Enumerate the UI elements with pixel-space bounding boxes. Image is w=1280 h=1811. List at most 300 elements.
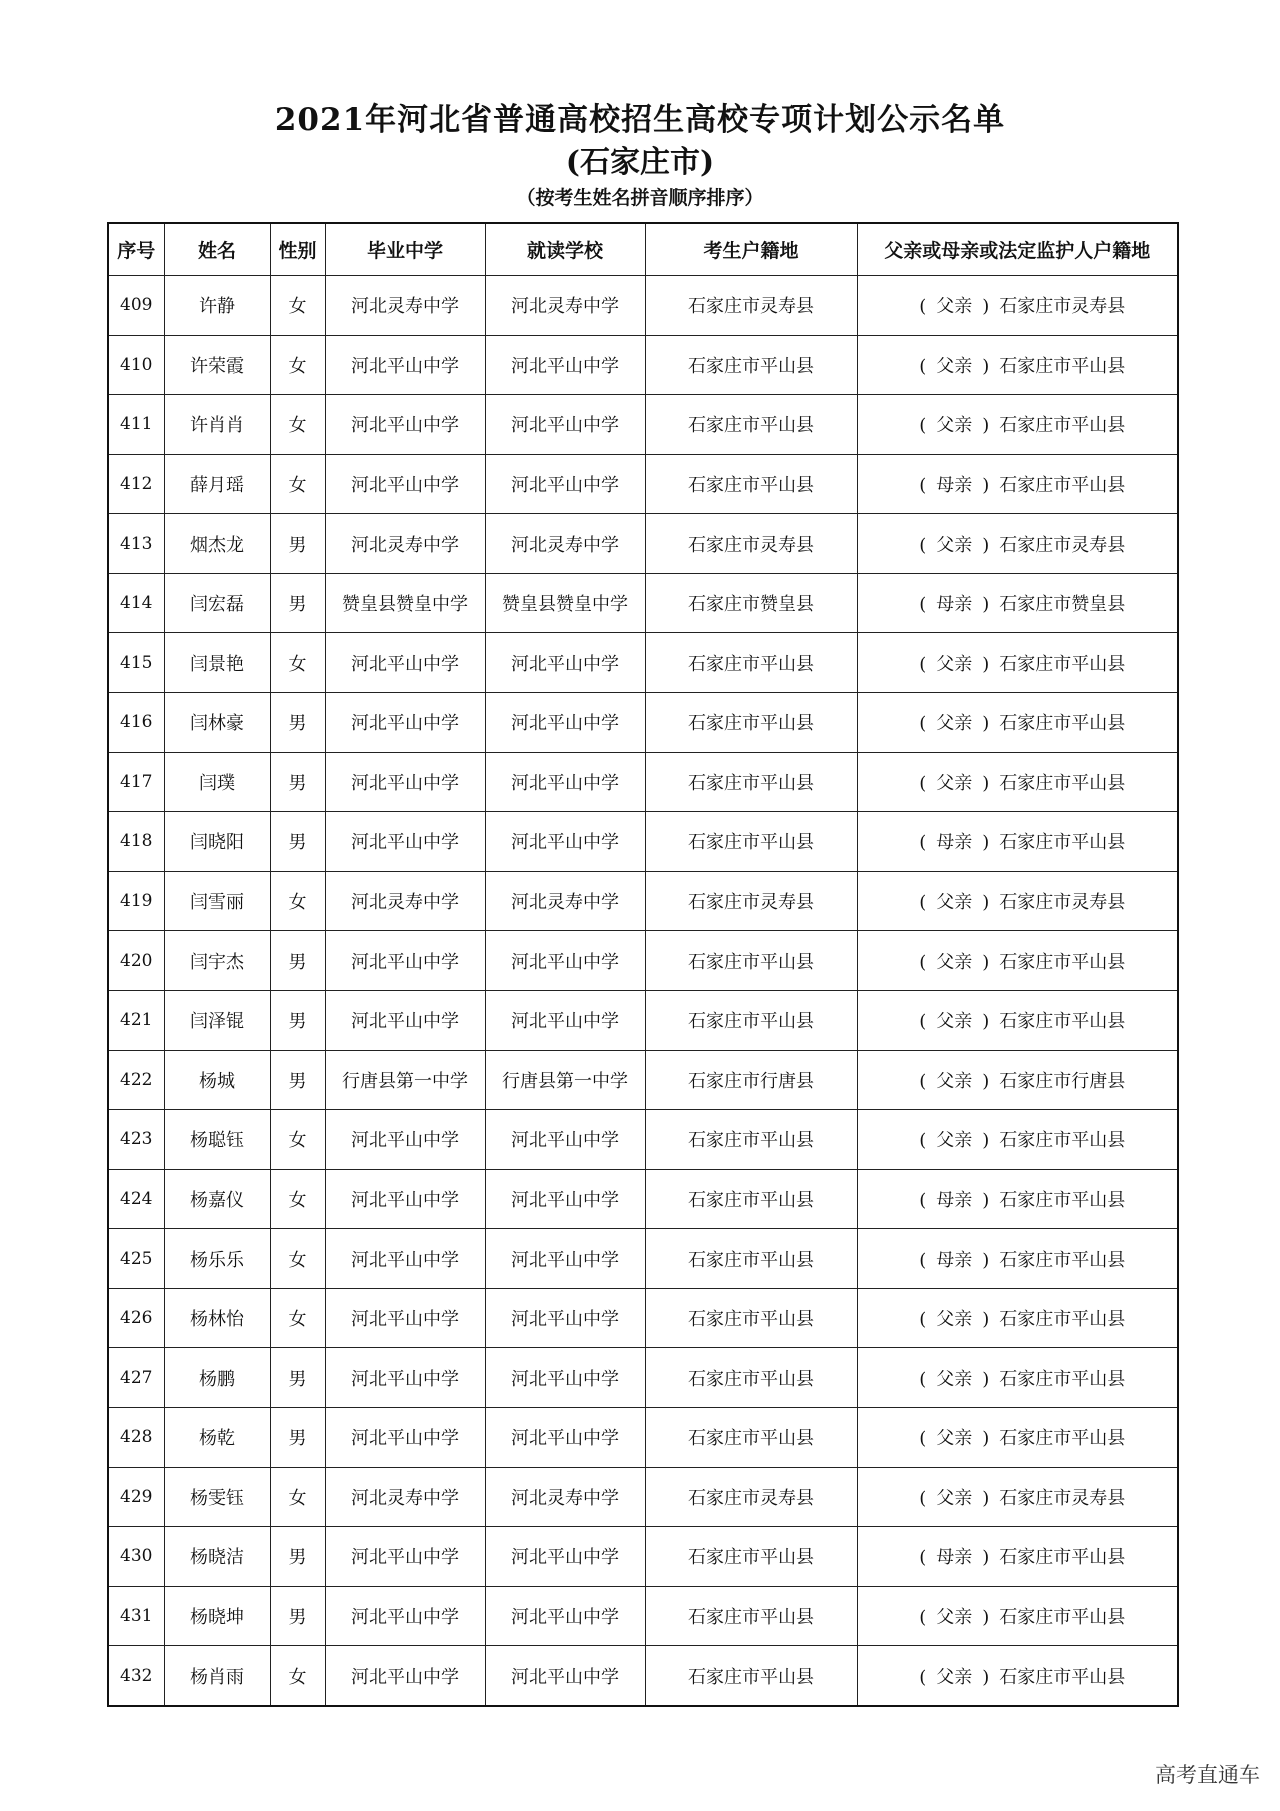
paren-close: ) <box>982 355 990 377</box>
student-name: 闫泽锟 <box>164 990 270 1050</box>
parent-hukou <box>857 1169 1178 1229</box>
student-name: 许荣霞 <box>164 335 270 395</box>
paren-open: ( <box>919 1487 927 1509</box>
student-sex: 男 <box>270 1407 325 1467</box>
parent-place: 石家庄市平山县 <box>999 1607 1126 1628</box>
parent-hukou <box>857 633 1178 693</box>
student-hukou: 石家庄市平山县 <box>645 693 857 753</box>
paren-open: ( <box>919 1189 927 1211</box>
table-row <box>108 1169 1178 1229</box>
student-name: 杨城 <box>164 1050 270 1110</box>
parent-place: 石家庄市平山县 <box>999 1368 1126 1390</box>
table-row <box>108 1050 1178 1110</box>
student-hukou: 石家庄市平山县 <box>645 1586 857 1646</box>
student-sex: 男 <box>270 514 325 574</box>
current-school: 河北平山中学 <box>485 1348 645 1408</box>
student-hukou: 石家庄市平山县 <box>645 990 857 1050</box>
paren-close: ) <box>982 1309 990 1331</box>
parent-relation: 母亲 <box>936 1249 973 1271</box>
student-hukou: 石家庄市平山县 <box>645 633 857 693</box>
graduated-school: 行唐县第一中学 <box>325 1050 485 1110</box>
student-name: 闫林豪 <box>164 693 270 753</box>
student-name: 杨晓坤 <box>164 1586 270 1646</box>
paren-close: ) <box>982 653 990 675</box>
row-number: 431 <box>108 1586 164 1646</box>
header-name: 姓名 <box>164 223 270 276</box>
row-number: 422 <box>108 1050 164 1110</box>
paren-close: ) <box>982 534 990 556</box>
parent-relation: 父亲 <box>936 951 973 973</box>
graduated-school: 河北灵寿中学 <box>325 1467 485 1527</box>
table-row <box>108 693 1178 753</box>
parent-relation: 父亲 <box>936 772 973 794</box>
watermark: 高考直通车 <box>1155 1763 1260 1787</box>
current-school: 河北平山中学 <box>485 1527 645 1587</box>
student-sex: 男 <box>270 990 325 1050</box>
paren-close: ) <box>982 594 990 616</box>
table-row <box>108 931 1178 991</box>
current-school: 河北平山中学 <box>485 1646 645 1706</box>
parent-hukou <box>857 335 1178 395</box>
table-row <box>108 1467 1178 1527</box>
current-school: 河北平山中学 <box>485 693 645 753</box>
table-header-row <box>108 223 1178 276</box>
row-number: 421 <box>108 990 164 1050</box>
paren-open: ( <box>919 1547 927 1569</box>
parent-relation: 父亲 <box>936 653 973 675</box>
current-school: 河北平山中学 <box>485 1229 645 1289</box>
student-sex: 女 <box>270 871 325 931</box>
row-number: 412 <box>108 454 164 514</box>
table-row <box>108 633 1178 693</box>
student-sex: 女 <box>270 276 325 336</box>
parent-place: 石家庄市平山县 <box>999 1428 1126 1450</box>
current-school: 河北平山中学 <box>485 1169 645 1229</box>
parent-hukou <box>857 752 1178 812</box>
graduated-school: 河北平山中学 <box>325 1348 485 1408</box>
table-row <box>108 871 1178 931</box>
paren-open: ( <box>919 1607 927 1628</box>
header-student-hukou: 考生户籍地 <box>645 223 857 276</box>
graduated-school: 河北平山中学 <box>325 990 485 1050</box>
paren-open: ( <box>919 415 927 437</box>
student-hukou: 石家庄市行唐县 <box>645 1050 857 1110</box>
current-school: 河北灵寿中学 <box>485 276 645 336</box>
parent-relation: 母亲 <box>936 832 973 854</box>
student-hukou: 石家庄市平山县 <box>645 1407 857 1467</box>
student-hukou: 石家庄市平山县 <box>645 931 857 991</box>
table-row <box>108 573 1178 633</box>
graduated-school: 河北平山中学 <box>325 1110 485 1170</box>
parent-place: 石家庄市行唐县 <box>999 1070 1126 1092</box>
graduated-school: 河北平山中学 <box>325 1169 485 1229</box>
parent-place: 石家庄市灵寿县 <box>999 1487 1126 1509</box>
paren-open: ( <box>919 1249 927 1271</box>
parent-hukou <box>857 1407 1178 1467</box>
paren-close: ) <box>982 1130 990 1152</box>
parent-place: 石家庄市平山县 <box>999 1011 1126 1033</box>
student-hukou: 石家庄市灵寿县 <box>645 514 857 574</box>
student-name: 杨鹏 <box>164 1348 270 1408</box>
parent-place: 石家庄市平山县 <box>999 653 1126 675</box>
row-number: 419 <box>108 871 164 931</box>
paren-close: ) <box>982 951 990 973</box>
parent-hukou <box>857 990 1178 1050</box>
parent-relation: 父亲 <box>936 534 973 556</box>
table-row <box>108 1110 1178 1170</box>
parent-place: 石家庄市平山县 <box>999 951 1126 973</box>
parent-relation: 父亲 <box>936 415 973 437</box>
parent-hukou <box>857 812 1178 872</box>
student-sex: 男 <box>270 1348 325 1408</box>
student-name: 杨乐乐 <box>164 1229 270 1289</box>
table-row <box>108 1527 1178 1587</box>
parent-relation: 父亲 <box>936 296 973 318</box>
table-row <box>108 454 1178 514</box>
parent-hukou <box>857 1467 1178 1527</box>
graduated-school: 河北平山中学 <box>325 1646 485 1706</box>
graduated-school: 河北平山中学 <box>325 633 485 693</box>
paren-close: ) <box>982 1368 990 1390</box>
parent-relation: 父亲 <box>936 1011 973 1033</box>
graduated-school: 河北平山中学 <box>325 1288 485 1348</box>
row-number: 425 <box>108 1229 164 1289</box>
parent-hukou <box>857 1527 1178 1587</box>
paren-close: ) <box>982 1487 990 1509</box>
parent-hukou <box>857 1110 1178 1170</box>
paren-open: ( <box>919 594 927 616</box>
row-number: 410 <box>108 335 164 395</box>
student-hukou: 石家庄市灵寿县 <box>645 1467 857 1527</box>
student-name: 闫璞 <box>164 752 270 812</box>
student-name: 杨聪钰 <box>164 1110 270 1170</box>
student-sex: 女 <box>270 395 325 455</box>
row-number: 415 <box>108 633 164 693</box>
row-number: 417 <box>108 752 164 812</box>
row-number: 413 <box>108 514 164 574</box>
current-school: 河北灵寿中学 <box>485 871 645 931</box>
parent-hukou <box>857 693 1178 753</box>
header-parent-hukou: 父亲或母亲或法定监护人户籍地 <box>857 223 1178 276</box>
graduated-school: 河北平山中学 <box>325 1229 485 1289</box>
parent-hukou <box>857 514 1178 574</box>
parent-hukou <box>857 1586 1178 1646</box>
current-school: 行唐县第一中学 <box>485 1050 645 1110</box>
parent-place: 石家庄市灵寿县 <box>999 534 1126 556</box>
current-school: 河北平山中学 <box>485 633 645 693</box>
parent-relation: 父亲 <box>936 1428 973 1450</box>
parent-relation: 父亲 <box>936 1309 973 1331</box>
student-hukou: 石家庄市灵寿县 <box>645 871 857 931</box>
parent-place: 石家庄市平山县 <box>999 1309 1126 1331</box>
row-number: 418 <box>108 812 164 872</box>
current-school: 河北平山中学 <box>485 1407 645 1467</box>
paren-close: ) <box>982 1666 990 1688</box>
parent-hukou <box>857 871 1178 931</box>
student-sex: 女 <box>270 335 325 395</box>
paren-open: ( <box>919 1428 927 1450</box>
parent-place: 石家庄市平山县 <box>999 1130 1126 1152</box>
student-hukou: 石家庄市平山县 <box>645 1169 857 1229</box>
graduated-school: 河北平山中学 <box>325 454 485 514</box>
table-row <box>108 1646 1178 1706</box>
student-name: 杨嘉仪 <box>164 1169 270 1229</box>
table-row <box>108 1288 1178 1348</box>
paren-open: ( <box>919 1070 927 1092</box>
document-title: 2021年河北省普通高校招生高校专项计划公示名单 <box>274 102 1006 138</box>
row-number: 424 <box>108 1169 164 1229</box>
table-row <box>108 1229 1178 1289</box>
student-hukou: 石家庄市平山县 <box>645 752 857 812</box>
student-name: 许肖肖 <box>164 395 270 455</box>
parent-place: 石家庄市平山县 <box>999 415 1126 437</box>
parent-place: 石家庄市平山县 <box>999 772 1126 794</box>
student-sex: 女 <box>270 1467 325 1527</box>
graduated-school: 河北平山中学 <box>325 395 485 455</box>
graduated-school: 赞皇县赞皇中学 <box>325 573 485 633</box>
paren-open: ( <box>919 772 927 794</box>
parent-relation: 父亲 <box>936 892 973 914</box>
paren-open: ( <box>919 1309 927 1331</box>
student-name: 薛月瑶 <box>164 454 270 514</box>
current-school: 赞皇县赞皇中学 <box>485 573 645 633</box>
current-school: 河北平山中学 <box>485 1110 645 1170</box>
paren-close: ) <box>982 1189 990 1211</box>
paren-open: ( <box>919 534 927 556</box>
row-number: 411 <box>108 395 164 455</box>
student-sex: 男 <box>270 1527 325 1587</box>
student-name: 闫宇杰 <box>164 931 270 991</box>
student-sex: 女 <box>270 1110 325 1170</box>
paren-open: ( <box>919 892 927 914</box>
parent-hukou <box>857 276 1178 336</box>
current-school: 河北平山中学 <box>485 1288 645 1348</box>
row-number: 409 <box>108 276 164 336</box>
table-row <box>108 335 1178 395</box>
paren-open: ( <box>919 832 927 854</box>
student-hukou: 石家庄市平山县 <box>645 1229 857 1289</box>
paren-close: ) <box>982 1428 990 1450</box>
parent-hukou <box>857 1288 1178 1348</box>
parent-hukou <box>857 1348 1178 1408</box>
paren-close: ) <box>982 1249 990 1271</box>
student-name: 杨乾 <box>164 1407 270 1467</box>
student-hukou: 石家庄市平山县 <box>645 335 857 395</box>
graduated-school: 河北平山中学 <box>325 1527 485 1587</box>
document-subtitle: (石家庄市) <box>565 145 715 180</box>
table-row <box>108 752 1178 812</box>
student-name: 杨晓洁 <box>164 1527 270 1587</box>
table-body <box>108 276 1178 1707</box>
graduated-school: 河北灵寿中学 <box>325 514 485 574</box>
student-hukou: 石家庄市平山县 <box>645 1646 857 1706</box>
paren-close: ) <box>982 1547 990 1569</box>
graduated-school: 河北平山中学 <box>325 1407 485 1467</box>
table-row <box>108 514 1178 574</box>
current-school: 河北平山中学 <box>485 1586 645 1646</box>
parent-place: 石家庄市赞皇县 <box>999 594 1126 616</box>
student-sex: 女 <box>270 1229 325 1289</box>
paren-open: ( <box>919 296 927 318</box>
row-number: 432 <box>108 1646 164 1706</box>
paren-open: ( <box>919 355 927 377</box>
paren-open: ( <box>919 1368 927 1390</box>
student-sex: 男 <box>270 1586 325 1646</box>
header-sex: 性别 <box>270 223 325 276</box>
paren-open: ( <box>919 1666 927 1688</box>
parent-place: 石家庄市灵寿县 <box>999 296 1126 318</box>
parent-relation: 父亲 <box>936 1368 973 1390</box>
row-number: 426 <box>108 1288 164 1348</box>
student-hukou: 石家庄市平山县 <box>645 395 857 455</box>
current-school: 河北平山中学 <box>485 454 645 514</box>
paren-close: ) <box>982 1011 990 1033</box>
parent-relation: 母亲 <box>936 1547 973 1569</box>
student-name: 闫景艳 <box>164 633 270 693</box>
row-number: 430 <box>108 1527 164 1587</box>
paren-close: ) <box>982 475 990 497</box>
paren-open: ( <box>919 653 927 675</box>
row-number: 416 <box>108 693 164 753</box>
paren-close: ) <box>982 415 990 437</box>
graduated-school: 河北平山中学 <box>325 752 485 812</box>
header-graduated-school: 毕业中学 <box>325 223 485 276</box>
table-row <box>108 1586 1178 1646</box>
parent-relation: 父亲 <box>936 1130 973 1152</box>
paren-open: ( <box>919 951 927 973</box>
student-sex: 男 <box>270 752 325 812</box>
paren-open: ( <box>919 475 927 497</box>
current-school: 河北灵寿中学 <box>485 514 645 574</box>
current-school: 河北平山中学 <box>485 335 645 395</box>
parent-hukou <box>857 573 1178 633</box>
parent-hukou <box>857 1229 1178 1289</box>
graduated-school: 河北平山中学 <box>325 1586 485 1646</box>
paren-close: ) <box>982 892 990 914</box>
paren-close: ) <box>982 1070 990 1092</box>
student-hukou: 石家庄市平山县 <box>645 454 857 514</box>
student-sex: 男 <box>270 573 325 633</box>
table-row <box>108 395 1178 455</box>
table-row <box>108 1348 1178 1408</box>
row-number: 428 <box>108 1407 164 1467</box>
row-number: 429 <box>108 1467 164 1527</box>
sort-note: （按考生姓名拼音顺序排序） <box>516 187 764 209</box>
parent-relation: 父亲 <box>936 1607 973 1628</box>
student-name: 闫晓阳 <box>164 812 270 872</box>
student-sex: 女 <box>270 1288 325 1348</box>
row-number: 414 <box>108 573 164 633</box>
table-row <box>108 1407 1178 1467</box>
student-name: 闫宏磊 <box>164 573 270 633</box>
student-name: 许静 <box>164 276 270 336</box>
table-row <box>108 276 1178 336</box>
parent-relation: 父亲 <box>936 713 973 735</box>
parent-place: 石家庄市平山县 <box>999 475 1126 497</box>
parent-hukou <box>857 1646 1178 1706</box>
roster-table <box>107 222 1179 1707</box>
student-hukou: 石家庄市赞皇县 <box>645 573 857 633</box>
parent-relation: 父亲 <box>936 1666 973 1688</box>
student-hukou: 石家庄市平山县 <box>645 812 857 872</box>
parent-place: 石家庄市平山县 <box>999 832 1126 854</box>
student-sex: 男 <box>270 1050 325 1110</box>
row-number: 420 <box>108 931 164 991</box>
parent-place: 石家庄市平山县 <box>999 355 1126 377</box>
student-name: 杨雯钰 <box>164 1467 270 1527</box>
parent-hukou <box>857 1050 1178 1110</box>
paren-close: ) <box>982 1607 990 1628</box>
current-school: 河北平山中学 <box>485 395 645 455</box>
header-current-school: 就读学校 <box>485 223 645 276</box>
parent-relation: 父亲 <box>936 1070 973 1092</box>
student-sex: 男 <box>270 693 325 753</box>
current-school: 河北灵寿中学 <box>485 1467 645 1527</box>
parent-place: 石家庄市平山县 <box>999 713 1126 735</box>
student-sex: 女 <box>270 1169 325 1229</box>
parent-relation: 母亲 <box>936 475 973 497</box>
parent-hukou <box>857 395 1178 455</box>
student-hukou: 石家庄市平山县 <box>645 1348 857 1408</box>
student-hukou: 石家庄市平山县 <box>645 1288 857 1348</box>
row-number: 423 <box>108 1110 164 1170</box>
student-name: 杨肖雨 <box>164 1646 270 1706</box>
student-name: 杨林怡 <box>164 1288 270 1348</box>
student-hukou: 石家庄市平山县 <box>645 1110 857 1170</box>
graduated-school: 河北平山中学 <box>325 931 485 991</box>
row-number: 427 <box>108 1348 164 1408</box>
graduated-school: 河北平山中学 <box>325 693 485 753</box>
parent-relation: 母亲 <box>936 594 973 616</box>
student-sex: 女 <box>270 633 325 693</box>
parent-place: 石家庄市平山县 <box>999 1666 1126 1688</box>
paren-open: ( <box>919 713 927 735</box>
table-row <box>108 990 1178 1050</box>
parent-relation: 父亲 <box>936 1487 973 1509</box>
student-sex: 女 <box>270 1646 325 1706</box>
table-row <box>108 812 1178 872</box>
parent-place: 石家庄市平山县 <box>999 1249 1126 1271</box>
parent-hukou <box>857 931 1178 991</box>
parent-relation: 父亲 <box>936 355 973 377</box>
current-school: 河北平山中学 <box>485 931 645 991</box>
graduated-school: 河北灵寿中学 <box>325 871 485 931</box>
paren-open: ( <box>919 1011 927 1033</box>
current-school: 河北平山中学 <box>485 752 645 812</box>
current-school: 河北平山中学 <box>485 990 645 1050</box>
paren-close: ) <box>982 772 990 794</box>
paren-close: ) <box>982 296 990 318</box>
graduated-school: 河北灵寿中学 <box>325 276 485 336</box>
student-hukou: 石家庄市平山县 <box>645 1527 857 1587</box>
parent-place: 石家庄市灵寿县 <box>999 892 1126 914</box>
current-school: 河北平山中学 <box>485 812 645 872</box>
student-name: 烟杰龙 <box>164 514 270 574</box>
parent-hukou <box>857 454 1178 514</box>
student-hukou: 石家庄市灵寿县 <box>645 276 857 336</box>
paren-close: ) <box>982 832 990 854</box>
student-name: 闫雪丽 <box>164 871 270 931</box>
student-sex: 男 <box>270 812 325 872</box>
paren-close: ) <box>982 713 990 735</box>
parent-relation: 母亲 <box>936 1189 973 1211</box>
header-number: 序号 <box>108 223 164 276</box>
parent-place: 石家庄市平山县 <box>999 1189 1126 1211</box>
parent-place: 石家庄市平山县 <box>999 1547 1126 1569</box>
graduated-school: 河北平山中学 <box>325 335 485 395</box>
student-sex: 女 <box>270 454 325 514</box>
graduated-school: 河北平山中学 <box>325 812 485 872</box>
